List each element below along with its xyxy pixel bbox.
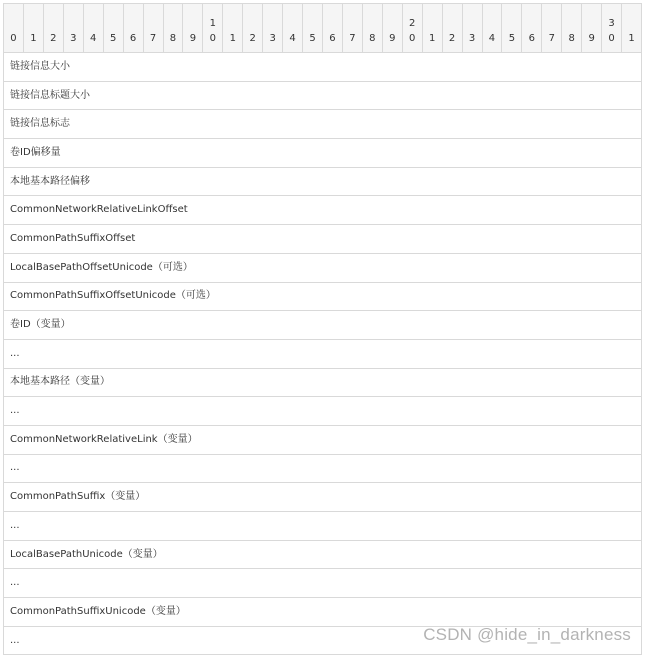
table-row [4,397,642,426]
bit-header-cell [163,4,183,53]
bit-header-cell [283,4,303,53]
table-row [4,368,642,397]
field-name-cell: CommonPathSuffix（变量） [4,483,642,512]
bit-header-cell [103,4,123,53]
bit-header-cell [362,4,382,53]
field-name-cell: CommonNetworkRelativeLinkOffset [4,196,642,225]
bit-header-cell [522,4,542,53]
field-name-cell: CommonNetworkRelativeLink（变量） [4,425,642,454]
field-name-cell: ... [4,569,642,598]
table-row [4,339,642,368]
bit-header-cell [303,4,323,53]
field-name-cell: CommonPathSuffixOffset [4,225,642,254]
bit-header-label: 3 0 [608,18,615,44]
table-row [4,110,642,139]
bit-header-cell [203,4,223,53]
bit-header-cell [183,4,203,53]
bit-header-cell [402,4,422,53]
bit-header-label: 1 0 [209,18,217,44]
table-row [4,512,642,541]
table-row [4,540,642,569]
field-name-cell: LocalBasePathOffsetUnicode（可选） [4,253,642,282]
field-name-cell: 卷ID偏移量 [4,139,642,168]
table-body [4,53,642,655]
table-row [4,569,642,598]
bit-header-cell [83,4,103,53]
bit-header-cell [622,4,642,53]
table-row [4,253,642,282]
bit-header-label: 2 [249,33,256,44]
bit-header-cell [223,4,243,53]
bit-header-cell [123,4,143,53]
bit-header-cell [602,4,622,53]
bit-header-cell [542,4,562,53]
bit-header-cell [462,4,482,53]
bit-header-label: 1 [428,33,436,44]
bit-header-label: 3 [468,33,476,44]
table-row [4,81,642,110]
bit-header-label: 8 [369,33,376,44]
table-row [4,483,642,512]
link-info-structure-table [3,3,642,655]
field-name-cell: 链接信息标题大小 [4,81,642,110]
table-row [4,53,642,82]
bit-header-label: 5 [309,33,316,44]
bit-header-label: 6 [129,33,137,44]
bit-header-label: 8 [169,33,177,44]
bit-header-label: 9 [389,33,396,44]
field-name-cell: CommonPathSuffixOffsetUnicode（可选） [4,282,642,311]
table-row [4,167,642,196]
field-name-cell: 卷ID（变量） [4,311,642,340]
bit-header-label: 2 0 [409,18,416,44]
table-row [4,454,642,483]
bit-header-label: 5 [508,33,516,44]
bit-header-label: 9 [189,33,197,44]
bit-header-label: 8 [568,33,575,44]
bit-header-label: 5 [109,33,117,44]
field-name-cell: ... [4,626,642,655]
field-name-cell: 本地基本路径（变量） [4,368,642,397]
bit-header-cell [562,4,582,53]
bit-header-cell [43,4,63,53]
bit-header-cell [442,4,462,53]
table-row [4,225,642,254]
bit-header-label: 1 [628,33,635,44]
bit-header-cell [482,4,502,53]
bit-header-cell [582,4,602,53]
csdn-watermark: CSDN @hide_in_darkness [423,625,631,644]
bit-header-cell [342,4,362,53]
bit-header-label: 2 [448,33,456,44]
table-row [4,598,642,627]
bit-header-label: 4 [90,33,97,44]
bit-header-cell [422,4,442,53]
bit-header-cell [143,4,163,53]
field-name-cell: 本地基本路径偏移 [4,167,642,196]
bit-header-label: 6 [329,33,336,44]
bit-header-label: 6 [528,33,536,44]
bit-header-cell [323,4,343,53]
table-row [4,139,642,168]
bit-header-label: 9 [588,33,595,44]
bit-header-label: 3 [269,33,276,44]
bit-header-cell [382,4,402,53]
bit-header-label: 7 [149,33,157,44]
field-name-cell: ... [4,397,642,426]
field-name-cell: ... [4,339,642,368]
table-row [4,425,642,454]
bit-header-label: 4 [488,33,496,44]
bit-header-label: 0 [10,33,17,44]
bit-offset-header-row [4,4,642,53]
bit-header-cell [263,4,283,53]
table-row [4,282,642,311]
bit-header-label: 2 [50,33,57,44]
bit-header-label: 4 [289,33,296,44]
field-name-cell: 链接信息大小 [4,53,642,82]
bit-header-label: 3 [70,33,77,44]
table-row [4,311,642,340]
bit-header-cell [502,4,522,53]
bit-header-label: 7 [349,33,356,44]
bit-offset-header [4,4,642,53]
field-name-cell: ... [4,454,642,483]
bit-header-label: 7 [548,33,555,44]
bit-header-label: 1 [229,33,236,44]
bit-header-cell [63,4,83,53]
field-name-cell: 链接信息标志 [4,110,642,139]
field-name-cell: CommonPathSuffixUnicode（变量） [4,598,642,627]
bit-header-cell [23,4,43,53]
bit-header-cell [4,4,24,53]
bit-header-cell [243,4,263,53]
bit-header-label: 1 [30,33,37,44]
field-name-cell: ... [4,512,642,541]
field-name-cell: LocalBasePathUnicode（变量） [4,540,642,569]
table-row [4,196,642,225]
